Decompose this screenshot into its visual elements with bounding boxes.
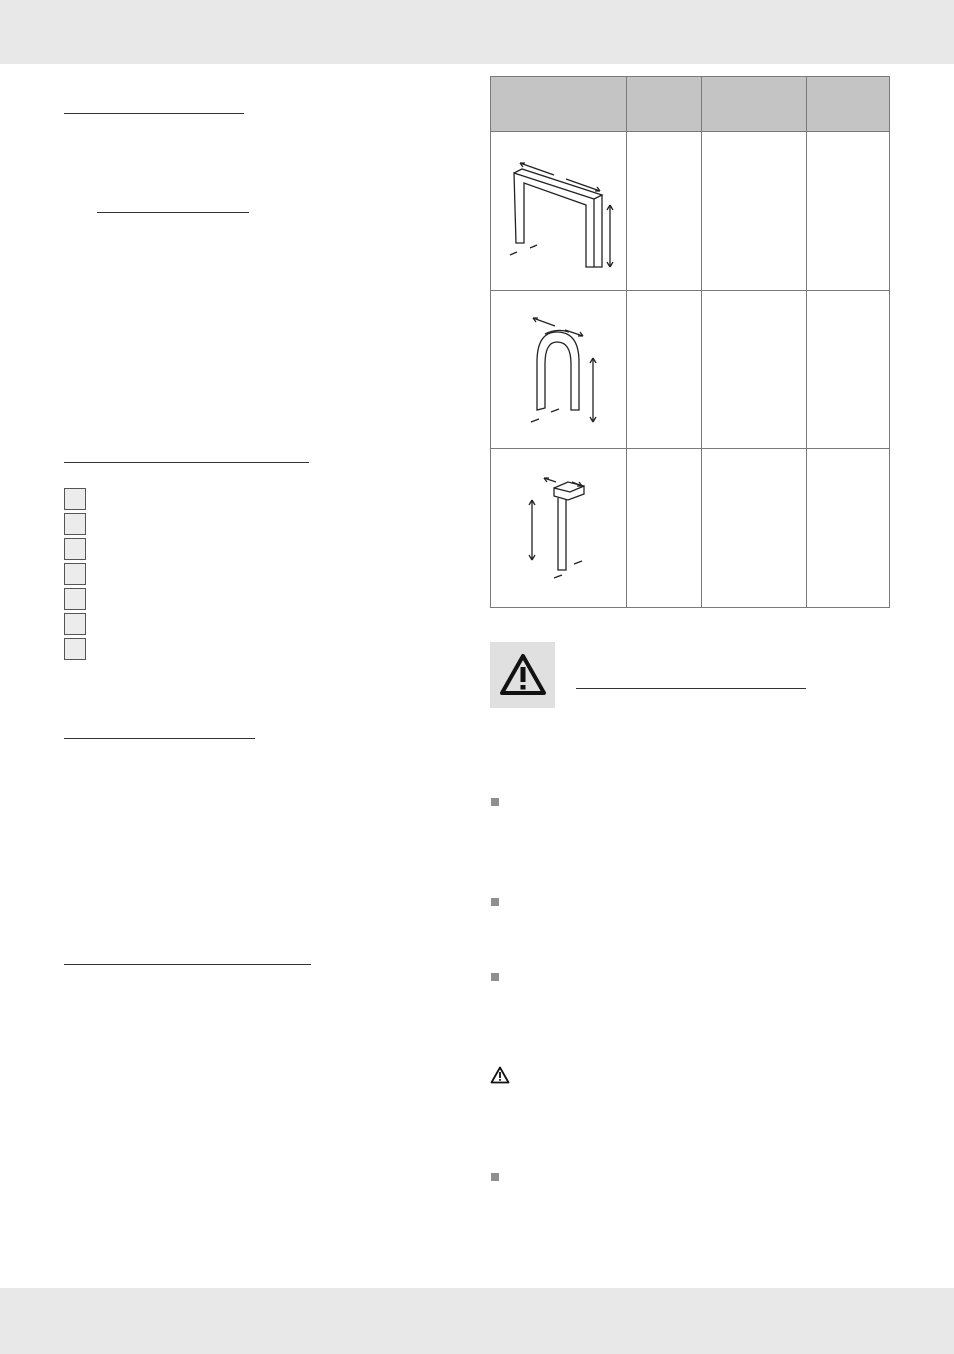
checklist-box: [64, 488, 86, 510]
table-cell: [627, 132, 702, 291]
section-heading-rule: [64, 964, 311, 965]
checklist-box: [64, 563, 86, 585]
table-cell: [807, 132, 890, 291]
safety-heading-rule: [576, 688, 806, 689]
section-heading-rule: [64, 113, 244, 114]
table-icon-cell: [491, 291, 627, 449]
table-header-cell: [627, 77, 702, 132]
table-header-row: [491, 77, 890, 132]
table-cell: [627, 449, 702, 608]
table-cell: [627, 291, 702, 449]
table-cell: [702, 132, 807, 291]
section-heading-rule: [64, 738, 255, 739]
flat-staple-icon: [504, 151, 614, 271]
bullet-marker: [491, 1173, 499, 1181]
subsection-heading-rule: [97, 212, 249, 213]
table-icon-cell: [491, 132, 627, 291]
checklist-box: [64, 588, 86, 610]
bullet-marker: [491, 798, 499, 806]
checklist-box: [64, 638, 86, 660]
header-band: [0, 0, 954, 64]
warning-triangle-icon: [499, 653, 547, 697]
table-header-cell: [702, 77, 807, 132]
table-icon-cell: [491, 449, 627, 608]
table-header-cell: [807, 77, 890, 132]
bullet-marker: [491, 898, 499, 906]
table-cell: [702, 449, 807, 608]
table-cell: [807, 291, 890, 449]
checklist-box: [64, 613, 86, 635]
brad-nail-icon: [524, 472, 594, 584]
staple-spec-table: [490, 76, 890, 608]
u-staple-icon: [519, 310, 599, 430]
bullet-marker: [491, 973, 499, 981]
table-cell: [702, 291, 807, 449]
warning-panel: [490, 642, 555, 708]
checklist-box: [64, 538, 86, 560]
table-row: [491, 132, 890, 291]
warning-triangle-icon: [490, 1066, 510, 1084]
footer-band: [0, 1288, 954, 1354]
table-row: [491, 291, 890, 449]
section-heading-rule: [64, 462, 309, 463]
table-row: [491, 449, 890, 608]
table-header-cell: [491, 77, 627, 132]
checklist-box: [64, 513, 86, 535]
table-cell: [807, 449, 890, 608]
